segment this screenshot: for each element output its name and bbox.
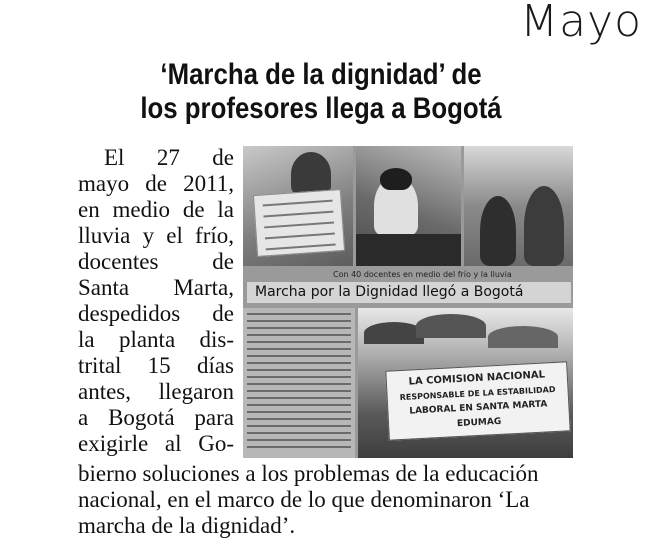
body-line: docentes de — [78, 249, 234, 274]
article-body-column — [78, 145, 234, 457]
body-line: exigirle al Go- — [78, 431, 234, 456]
protest-banner — [385, 361, 570, 440]
headline-line-2: los profesores llega a Bogotá — [140, 92, 502, 125]
body-line: trital 15 días — [78, 353, 234, 378]
body-line: marcha de la dignidad’. — [78, 513, 296, 538]
newspaper-clipping-photo — [243, 146, 573, 458]
protest-photo-2 — [356, 146, 461, 266]
clipping-text-column — [243, 308, 355, 458]
protest-photo-1 — [243, 146, 353, 266]
month-label: Mayo — [520, 0, 642, 47]
article-headline — [128, 58, 515, 126]
headline-line-1: ‘Marcha de la dignidad’ de — [160, 58, 482, 91]
protest-photo-3 — [464, 146, 573, 266]
body-line: mayo de 2011, — [78, 171, 234, 196]
body-line: la planta dis- — [78, 327, 234, 352]
body-line: antes, llegaron — [78, 379, 234, 404]
protest-sign — [253, 189, 345, 257]
body-line: Santa Marta, — [78, 275, 234, 300]
banner-line: LA COMISION NACIONAL — [408, 369, 546, 388]
clipping-headline: Marcha por la Dignidad llegó a Bogotá — [247, 282, 571, 303]
body-line: lluvia y el frío, — [78, 223, 234, 248]
banner-line: EDUMAG — [456, 416, 502, 430]
body-line: bierno soluciones a los problemas de la educación — [78, 461, 539, 486]
body-line: a Bogotá para — [78, 405, 234, 430]
body-line: nacional, en el marco de lo que denominaron ‘La — [78, 487, 530, 512]
body-line: despedidos de — [78, 301, 234, 326]
article-body-continuation — [78, 461, 578, 539]
banner-line: LABORAL EN SANTA MARTA — [409, 399, 548, 417]
body-line: en medio de la — [78, 197, 234, 222]
banner-line: RESPONSABLE DE LA ESTABILIDAD — [399, 384, 556, 403]
body-line: El 27 de — [104, 145, 234, 170]
clipping-caption: Con 40 docentes en medio del frío y la lluvia — [333, 270, 512, 279]
